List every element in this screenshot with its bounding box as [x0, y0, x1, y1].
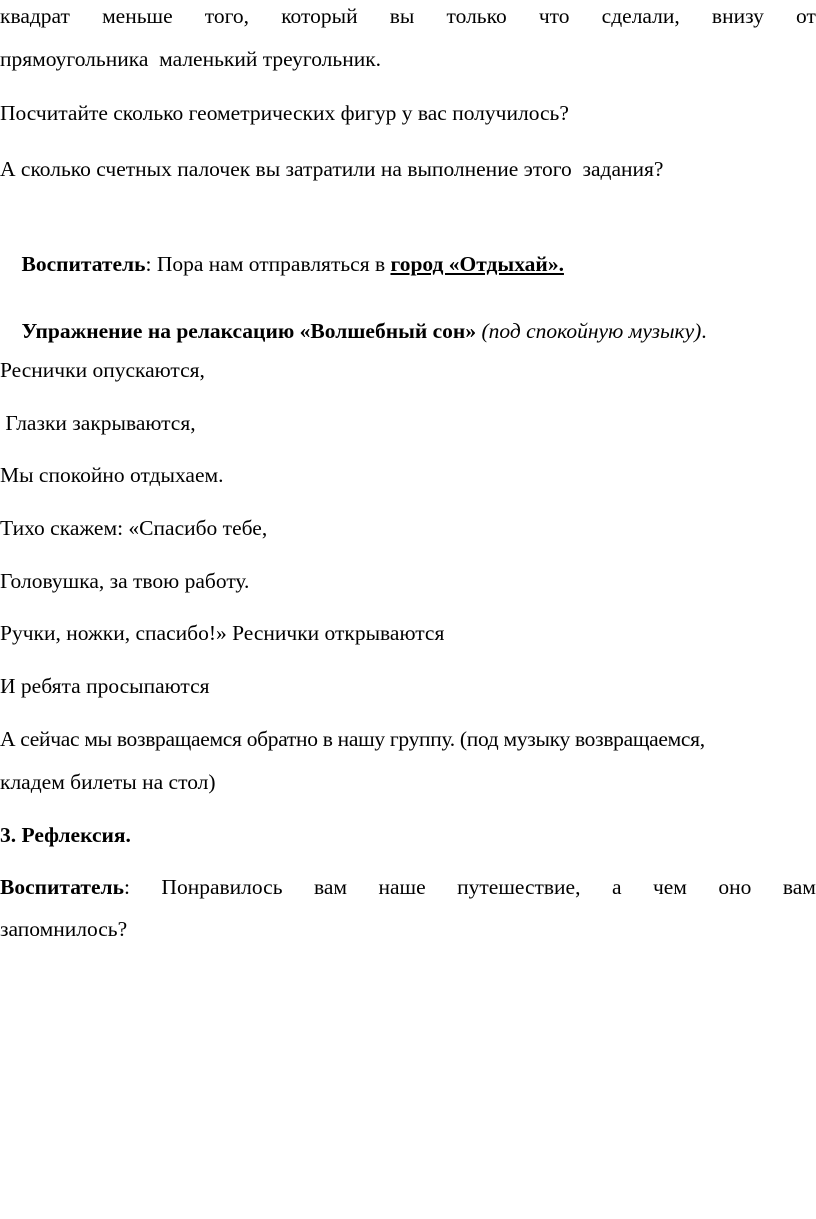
paragraph-1-line-1 [0, 2, 816, 30]
word: того, [204, 4, 250, 28]
speaker-label: Воспитатель [21, 252, 146, 276]
word: от [796, 4, 816, 28]
poem-line: Головушка, за твою работу. [0, 569, 250, 593]
word: Понравилось [161, 875, 283, 899]
paragraph-2: Посчитайте сколько геометрических фигур у вас получилось? [0, 101, 569, 125]
word: вы [389, 4, 415, 28]
paragraph-1-line-2: прямоугольника маленький треугольник. [0, 47, 382, 71]
word: который [281, 4, 358, 28]
speaker-label: Воспитатель [0, 875, 124, 899]
word: путешествие, [457, 875, 581, 899]
poem-line: Глазки закрываются, [0, 411, 196, 435]
word: оно [718, 875, 752, 899]
word: сделали, [601, 4, 680, 28]
poem-line: И ребята просыпаются [0, 674, 210, 698]
word: квадрат [0, 4, 70, 28]
word: вам [782, 875, 816, 899]
word: чем [652, 875, 687, 899]
place-name: город «Отдыхай». [390, 252, 564, 276]
paragraph-7-line-1 [0, 873, 816, 901]
word: а [611, 875, 622, 899]
word: вам [314, 875, 348, 899]
speaker-block [0, 873, 130, 901]
word: что [538, 4, 570, 28]
paragraph-6-line-1: А сейчас мы возвращаемся обратно в нашу группу. (под музыку возвращаемся, [0, 727, 705, 751]
poem-line: Тихо скажем: «Спасибо тебе, [0, 516, 268, 540]
paragraph-4-text: Пора нам отправляться в [151, 252, 391, 276]
exercise-note: (под спокойную музыку) [481, 319, 702, 343]
colon: : [145, 252, 152, 276]
word: меньше [102, 4, 173, 28]
poem-line: Ручки, ножки, спасибо!» Реснички открываются [0, 621, 445, 645]
word: внизу [711, 4, 764, 28]
exercise-title: Упражнение на релаксацию «Волшебный сон» [21, 319, 477, 343]
poem-line: Мы спокойно отдыхаем. [0, 463, 224, 487]
word: наше [378, 875, 426, 899]
poem-line: Реснички опускаются, [0, 358, 205, 382]
colon: : [123, 875, 130, 899]
paragraph-6-line-2: кладем билеты на стол) [0, 770, 216, 794]
paragraph-3: А сколько счетных палочек вы затратили на выполнение этого задания? [0, 157, 664, 181]
period: . [701, 319, 707, 343]
word: только [446, 4, 507, 28]
paragraph-7-line-2: запомнилось? [0, 917, 128, 941]
section-heading: 3. Рефлексия. [0, 823, 131, 847]
